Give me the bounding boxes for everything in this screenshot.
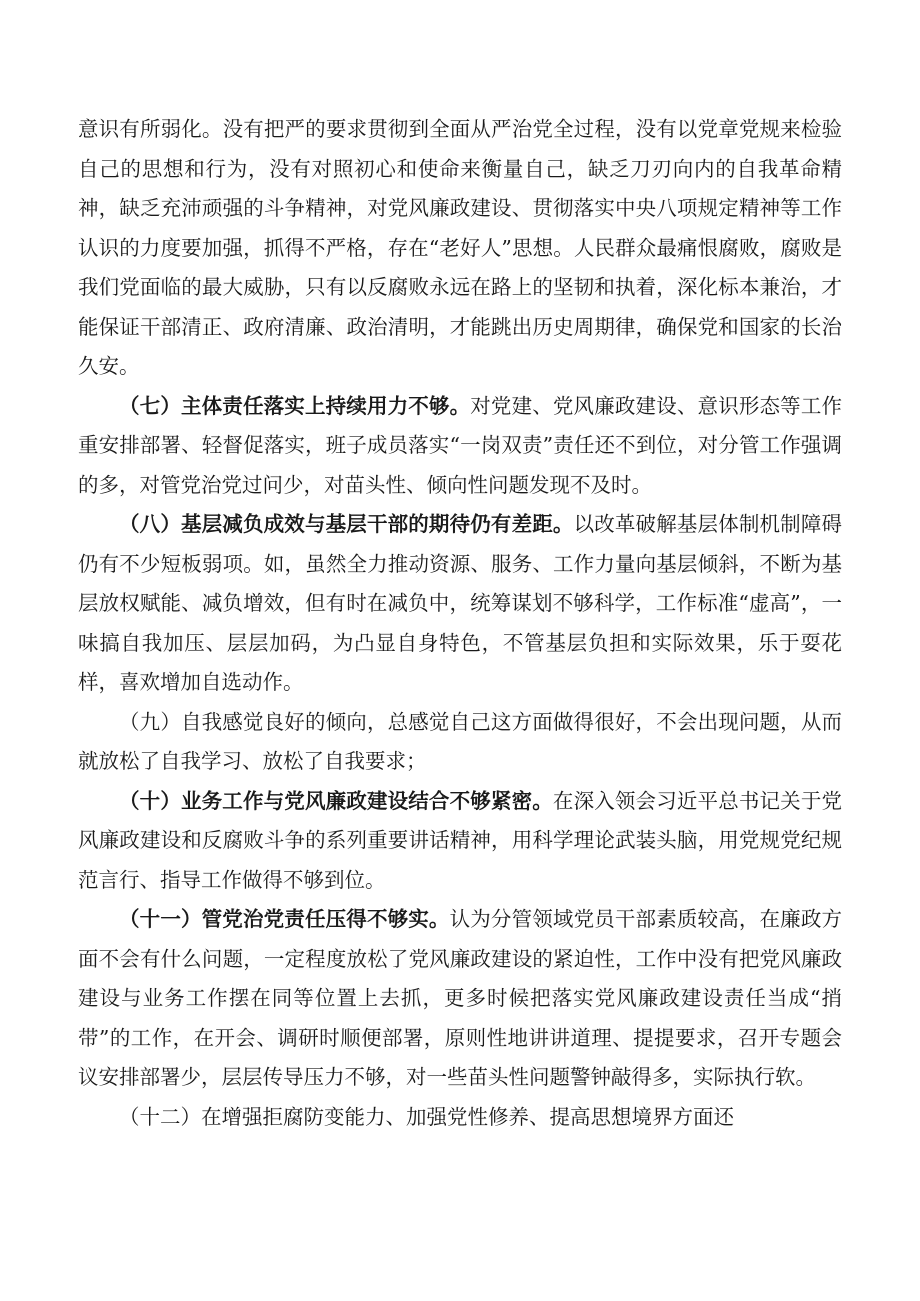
paragraph-item-12 (78, 1098, 842, 1138)
paragraph-heading: （十一）管党治党责任压得不够实。 (119, 907, 450, 931)
paragraph-text: 认为分管领域党员干部素质较高，在廉政方面不会有什么问题，一定程度放松了党风廉政建设的紧迫性，工作中没有把党风廉政建设与业务工作摆在同等位置上去抓，更多时候把落实党风廉政建设责任当成“捎带”的工作，在开会、调研时顺便部署，原则性地讲讲道理、提提要求，召开专题会议安排部署少，层层传导压力不够，对一些苗头性问题警钟敲得多，实际执行软。 (78, 907, 843, 1089)
paragraph-text: 对党建、党风廉政建设、意识形态等工作重安排部署、轻督促落实，班子成员落实“一岗双责”责任还不到位，对分管工作强调的多，对管党治党过问少，对苗头性、倾向性问题发现不及时。 (78, 393, 842, 497)
paragraph-item-10 (78, 782, 842, 901)
paragraph-item-9 (78, 703, 842, 782)
paragraph-item-11 (78, 900, 842, 1098)
paragraph-heading: （十）业务工作与党风廉政建设结合不够紧密。 (119, 788, 553, 813)
paragraph-item-7 (78, 387, 842, 506)
paragraph-item-8 (78, 505, 842, 703)
paragraph-text: 意识有所弱化。没有把严的要求贯彻到全面从严治党全过程，没有以党章党规来检验自己的思想和行为，没有对照初心和使命来衡量自己，缺乏刀刃向内的自我革命精神，缺乏充沛顽强的斗争精神，对党风廉政建设、贯彻落实中央八项规定精神等工作认识的力度要加强，抓得不严格，存在“老好人”思想。人民群众最痛恨腐败，腐败是我们党面临的最大威胁，只有以反腐败永远在路上的坚韧和执着，深化标本兼治，才能保证干部清正、政府清廉、政治清明，才能跳出历史周期律，确保党和国家的长治久安。 (78, 117, 842, 378)
paragraph-heading: （七）主体责任落实上持续用力不够。 (119, 393, 471, 418)
paragraph-heading: （八）基层减负成效与基层干部的期待仍有差距。 (119, 512, 574, 536)
paragraph-text: 以改革破解基层体制机制障碍仍有不少短板弱项。如，虽然全力推动资源、服务、工作力量向基层倾斜，不断为基层放权赋能、减负增效，但有时在减负中，统筹谋划不够科学，工作标准“虚高”，一味搞自我加压、层层加码，为凸显自身特色，不管基层负担和实际效果，乐于耍花样，喜欢增加自选动作。 (78, 512, 843, 694)
paragraph-text: 在深入领会习近平总书记关于党风廉政建设和反腐败斗争的系列重要讲话精神，用科学理论武装头脑，用党规党纪规范言行、指导工作做得不够到位。 (78, 788, 843, 892)
document-page (78, 110, 842, 1137)
paragraph-text: （十二）在增强拒腐防变能力、加强党性修养、提高思想境界方面还 (119, 1104, 734, 1129)
paragraph-continuation (78, 110, 842, 387)
paragraph-text: （九）自我感觉良好的倾向，总感觉自己这方面做得很好，不会出现问题，从而就放松了自我学习、放松了自我要求； (78, 709, 842, 773)
